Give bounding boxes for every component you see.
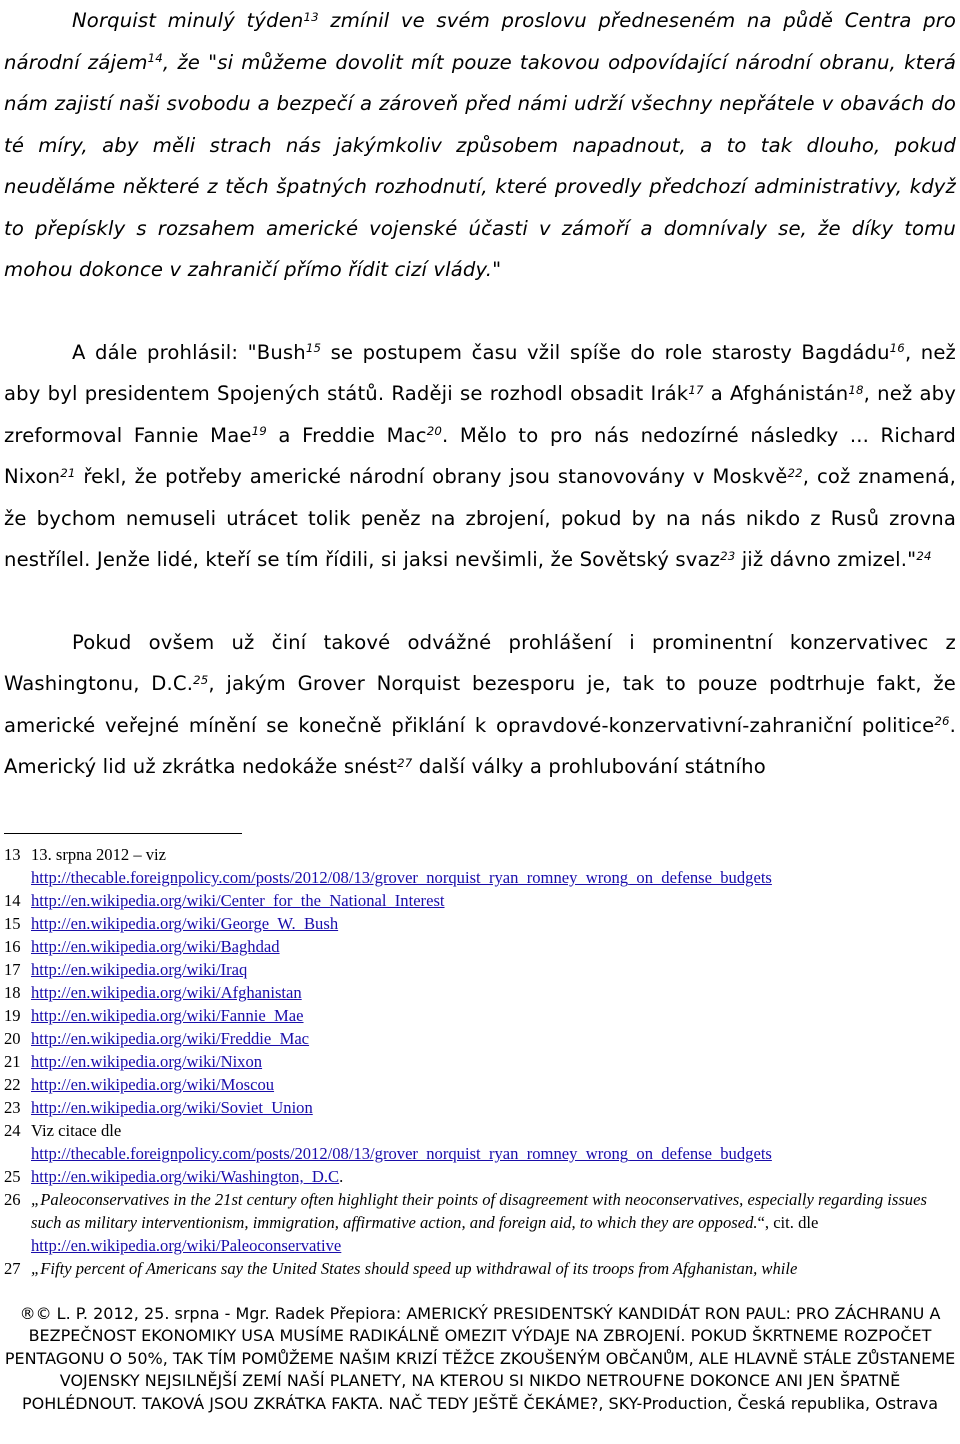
footnote-ref-13[interactable]: 13 <box>303 9 319 24</box>
text-span: další války a prohlubování státního <box>412 755 766 778</box>
footnote-ref-24[interactable]: 24 <box>916 548 932 563</box>
footnote-link[interactable]: http://en.wikipedia.org/wiki/Freddie_Mac <box>31 1029 310 1048</box>
footnote-ref-18[interactable]: 18 <box>848 382 864 397</box>
footnote-number: 15 <box>4 914 21 933</box>
footnote-number: 26 <box>4 1190 21 1209</box>
footnote-number: 17 <box>4 960 21 979</box>
footnote-number: 20 <box>4 1029 21 1048</box>
footnote-text: “, cit. dle <box>757 1213 819 1232</box>
footnote-19 <box>4 1004 956 1027</box>
footnote-21 <box>4 1050 956 1073</box>
footnote-26 <box>4 1188 956 1257</box>
footnote-body <box>31 1119 956 1165</box>
page-footer: ®© L. P. 2012, 25. srpna - Mgr. Radek Přepiora: AMERICKÝ PRESIDENTSKÝ KANDIDÁT RON PAUL: PRO ZÁCHRANU A BEZPEČNOST EKONOMIKY USA MUSÍME RADIKÁLNĚ OMEZIT VÝDAJE NA ZBROJENÍ. POKUD ŠKRTNEME ROZPOČET PENTAGONU O 50%, TAK TÍM POMŮŽEME NAŠIM KRIZÍ TĚŽCE ZKOUŠENÝM OBČANŮM, ALE HLAVNĚ STÁLE ZŮSTANEME VOJENSKY NEJSILNĚJŠÍ ZEMÍ NAŠÍ PLANETY, NA KTEROU SI NIKDO NETROUFNE DOKONCE ANI JEN ŠPATNĚ POHLÉDNOUT. TAKOVÁ JSOU ZKRÁTKA FAKTA. NAČ TEDY JEŠTĚ ČEKÁME?, SKY-Production, Česká republika, Ostrava <box>4 1304 956 1413</box>
footnote-16 <box>4 935 956 958</box>
text-span: , což znamená, že bychom nemuseli utrácet tolik peněz na zbrojení, pokud by na nás nikdo z Rusů zrovna nestřílel. Jenže lidé, kteří se tím řídili, si jaksi nevšimli, že Sovětský svaz <box>4 465 956 571</box>
footnote-body <box>31 912 956 935</box>
footnote-link[interactable]: http://thecable.foreignpolicy.com/posts/2012/08/13/grover_norquist_ryan_romney_wrong_on_defense_budgets <box>31 868 772 887</box>
text-span: řekl, že potřeby americké národní obrany jsou stanovovány v Moskvě <box>75 465 788 488</box>
footnote-number: 13 <box>4 845 21 864</box>
footnote-body <box>31 1188 956 1257</box>
text-span: . Mělo to pro nás nedozírné následky ... Richard Nixon <box>4 423 957 488</box>
paragraph-3 <box>4 622 956 788</box>
footnote-ref-16[interactable]: 16 <box>889 341 905 356</box>
footnote-15 <box>4 912 956 935</box>
footnote-22 <box>4 1073 956 1096</box>
footnote-number: 19 <box>4 1006 21 1025</box>
footnotes <box>4 843 956 1280</box>
footnote-link[interactable]: http://en.wikipedia.org/wiki/Moscou <box>31 1075 275 1094</box>
footnote-link[interactable]: http://en.wikipedia.org/wiki/Center_for_the_National_Interest <box>31 891 445 910</box>
text-span: se postupem času vžil spíše do role starosty Bagdádu <box>321 340 890 364</box>
footnote-number: 27 <box>4 1259 21 1278</box>
footnote-body <box>31 958 956 981</box>
footnote-ref-19[interactable]: 19 <box>251 424 267 439</box>
footnote-20 <box>4 1027 956 1050</box>
footnote-text: Viz citace dle <box>31 1121 122 1140</box>
text-span: a Afghánistán <box>703 382 849 405</box>
footnote-separator <box>4 833 242 834</box>
footnote-number: 22 <box>4 1075 21 1094</box>
text-span: , než aby zreformoval Fannie Mae <box>4 382 956 447</box>
footnote-ref-21[interactable]: 21 <box>60 465 76 480</box>
footnote-body <box>31 1073 956 1096</box>
footnote-body <box>31 1165 956 1188</box>
footnote-ref-23[interactable]: 23 <box>720 548 736 563</box>
footnote-number: 14 <box>4 891 21 910</box>
text-span: , než aby byl presidentem Spojených států. Raději se rozhodl obsadit Irák <box>4 340 956 405</box>
footnote-ref-17[interactable]: 17 <box>688 382 704 397</box>
main-text <box>4 0 956 788</box>
footnote-14 <box>4 889 956 912</box>
footnote-body <box>31 1050 956 1073</box>
footnote-24 <box>4 1119 956 1165</box>
footnote-body <box>31 843 956 889</box>
footnote-ref-27[interactable]: 27 <box>397 755 413 770</box>
footnote-ref-15[interactable]: 15 <box>305 341 322 356</box>
text-span: Pokud ovšem už činí takové odvážné prohlášení i prominentní konzervativec z Washingtonu, D.C. <box>4 630 956 695</box>
text-span: A dále prohlásil: "Bush <box>72 340 306 364</box>
text-span: a Freddie Mac <box>266 423 427 447</box>
footnote-number: 16 <box>4 937 21 956</box>
footnote-25 <box>4 1165 956 1188</box>
footnote-link[interactable]: http://en.wikipedia.org/wiki/Paleoconservative <box>31 1236 342 1255</box>
footnote-body <box>31 1027 956 1050</box>
footnote-link[interactable]: http://thecable.foreignpolicy.com/posts/2012/08/13/grover_norquist_ryan_romney_wrong_on_defense_budgets <box>31 1144 772 1163</box>
footnote-23 <box>4 1096 956 1119</box>
footnote-link[interactable]: http://en.wikipedia.org/wiki/George_W._Bush <box>31 914 339 933</box>
text-span: , jakým Grover Norquist bezesporu je, tak to pouze podtrhuje fakt, že americké veřejné mínění se konečně přiklání k opravdové-konzervativní-zahraniční politice <box>4 672 956 737</box>
footnote-27 <box>4 1257 956 1280</box>
footnote-body <box>31 1096 956 1119</box>
footnote-link[interactable]: http://en.wikipedia.org/wiki/Washington,_D.C <box>31 1167 340 1186</box>
footnote-ref-14[interactable]: 14 <box>147 51 163 66</box>
footnote-number: 24 <box>4 1121 21 1140</box>
footnote-link[interactable]: http://en.wikipedia.org/wiki/Iraq <box>31 960 248 979</box>
footnote-ref-22[interactable]: 22 <box>787 465 803 480</box>
footnote-text: 13. srpna 2012 – viz <box>31 845 167 864</box>
text-span: zmínil ve svém proslovu předneseném na půdě Centra pro národní zájem <box>4 9 956 74</box>
footnote-ref-25[interactable]: 25 <box>193 672 209 687</box>
footnote-body <box>31 935 956 958</box>
text-span: již dávno zmizel." <box>735 548 917 571</box>
footnote-link[interactable]: http://en.wikipedia.org/wiki/Fannie_Mae <box>31 1006 304 1025</box>
footnote-ref-26[interactable]: 26 <box>934 714 950 729</box>
footnote-number: 18 <box>4 983 21 1002</box>
footnote-ref-20[interactable]: 20 <box>426 424 442 439</box>
footnote-link[interactable]: http://en.wikipedia.org/wiki/Nixon <box>31 1052 263 1071</box>
text-span: . Americký lid už zkrátka nedokáže snést <box>4 713 956 778</box>
text-span: Norquist minulý týden <box>72 9 304 32</box>
footnote-text: . <box>339 1167 344 1186</box>
footnote-body <box>31 1257 956 1280</box>
footnote-body <box>31 981 956 1004</box>
paragraph-2 <box>4 332 956 581</box>
footnote-number: 25 <box>4 1167 21 1186</box>
paragraph-1 <box>4 0 956 291</box>
footnote-body <box>31 889 956 912</box>
footnote-link[interactable]: http://en.wikipedia.org/wiki/Soviet_Union <box>31 1098 313 1117</box>
footnote-number: 23 <box>4 1098 21 1117</box>
footnote-link[interactable]: http://en.wikipedia.org/wiki/Afghanistan <box>31 983 302 1002</box>
footnote-quote: „Paleoconservatives in the 21st century often highlight their points of disagreement with neoconservatives, especially regarding issues such as military interventionism, immigration, affirmative action, and foreign aid, to which they are opposed. <box>31 1190 927 1232</box>
footnote-link[interactable]: http://en.wikipedia.org/wiki/Baghdad <box>31 937 280 956</box>
footnote-number: 21 <box>4 1052 21 1071</box>
text-span: , že "si můžeme dovolit mít pouze takovou odpovídající národní obranu, která nám zajistí naši svobodu a bezpečí a zároveň před námi udrží všechny nepřátele v obavách do té míry, aby měli strach nás jakýmkoliv způsobem napadnout, a to tak dlouho, pokud neuděláme některé z těch špatných rozhodnutí, které provedly předchozí administrativy, když to přepískly s rozsahem americké vojenské účasti v zámoří a domnívaly se, že díky tomu mohou dokonce v zahraničí přímo řídit cizí vlády." <box>4 50 956 281</box>
footnote-quote: „Fifty percent of Americans say the United States should speed up withdrawal of its troops from Afghanistan, while <box>31 1259 798 1278</box>
footnote-13 <box>4 843 956 889</box>
footnote-18 <box>4 981 956 1004</box>
footnote-body <box>31 1004 956 1027</box>
footnote-17 <box>4 958 956 981</box>
